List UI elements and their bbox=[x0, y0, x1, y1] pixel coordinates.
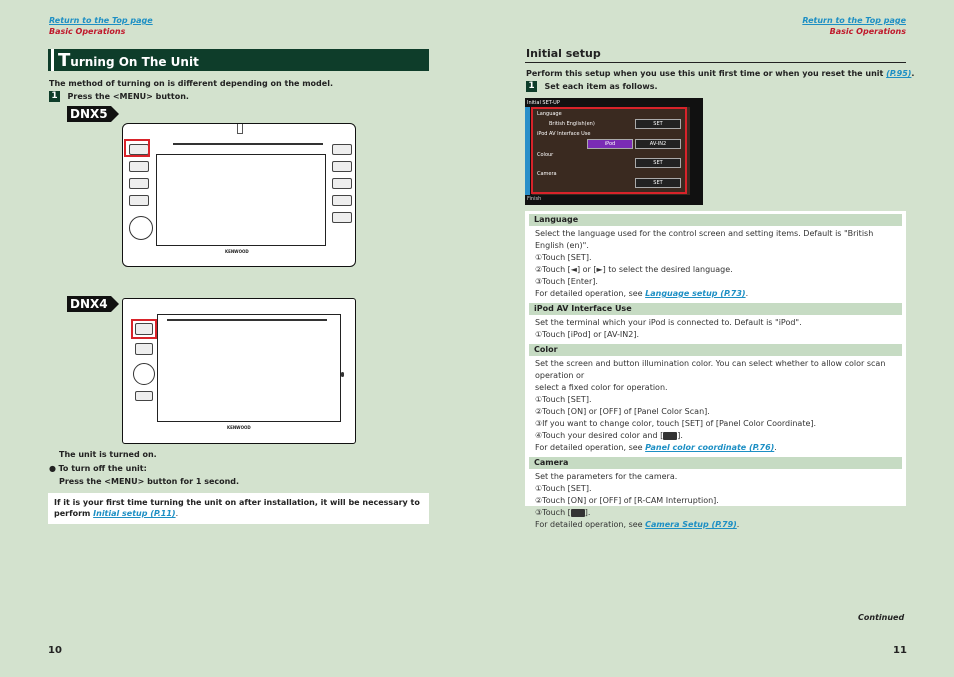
side-button[interactable] bbox=[135, 343, 153, 355]
section-body-color: Set the screen and button illumination color. You can select whether to allow color scan operation or select a fixed color for operation. ①Touch [SET]. ②Touch [ON] or [OFF] of [Panel Color Scan]. ③If you want to change color, touch [SET] of [Panel Color Coordinate]. ④Touch your desired color and [ ]. For detailed operation, see Panel color coordinate (P.76). bbox=[535, 359, 886, 452]
disc-slot bbox=[167, 319, 327, 321]
eject-notch bbox=[237, 124, 243, 134]
side-button[interactable] bbox=[332, 195, 352, 206]
return-icon bbox=[571, 509, 585, 517]
side-button[interactable] bbox=[332, 144, 352, 155]
initial-setup-link[interactable]: Initial setup (P.11) bbox=[93, 509, 176, 518]
volume-knob[interactable] bbox=[129, 216, 153, 240]
heading-rule bbox=[525, 62, 906, 63]
device-screen bbox=[156, 154, 326, 246]
brand-logo-dnx5: KENWOOD bbox=[225, 249, 249, 254]
device-screen bbox=[157, 314, 341, 422]
return-top-link-left[interactable]: Return to the Top page bbox=[49, 16, 153, 25]
section-head-ipod: iPod AV Interface Use bbox=[529, 303, 902, 315]
sensor bbox=[341, 372, 344, 377]
device-dnx5 bbox=[122, 123, 356, 267]
step1-text: Press the <MENU> button. bbox=[67, 92, 189, 101]
return-icon bbox=[663, 432, 677, 440]
right-intro: Perform this setup when you use this unit first time or when you reset the unit (P.95). bbox=[526, 69, 915, 78]
settings-panel bbox=[525, 211, 906, 529]
basic-operations-link-left[interactable]: Basic Operations bbox=[49, 27, 126, 36]
basic-operations-link-right[interactable]: Basic Operations bbox=[829, 27, 906, 36]
section-body-language: Select the language used for the control screen and setting items. Default is "British English (en)". ①Touch [SET]. ②Touch [◄] or [►] to select the desired language. ③Touch [Enter]. For detailed operation, see Language setup (P.73). bbox=[535, 229, 874, 298]
side-button[interactable] bbox=[129, 195, 149, 206]
initial-setup-screenshot: Initial SET-UP Language British English(en) SET iPod AV Interface Use iPod AV-IN2 Colour SET Camera SET Finish bbox=[525, 98, 703, 205]
section-body-camera: Set the parameters for the camera. ①Touch [SET]. ②Touch [ON] or [OFF] of [R-CAM Interruption]. ③Touch [ ]. For detailed operation, see Camera Setup (P.79). bbox=[535, 472, 740, 529]
camera-setup-link[interactable]: Camera Setup (P.79) bbox=[645, 520, 737, 529]
language-set-button[interactable]: SET bbox=[635, 119, 681, 129]
av-in2-button[interactable]: AV-IN2 bbox=[635, 139, 681, 149]
language-setup-link[interactable]: Language setup (P.73) bbox=[645, 289, 746, 298]
ui-left-stripe bbox=[525, 107, 530, 195]
section-body-ipod: Set the terminal which your iPod is connected to. Default is "iPod". ①Touch [iPod] or [AV-IN2]. bbox=[535, 318, 802, 339]
setup-highlight bbox=[531, 107, 687, 194]
section-head-camera: Camera bbox=[529, 457, 902, 469]
bullet-icon: ● bbox=[49, 464, 56, 473]
menu-highlight-dnx5 bbox=[124, 139, 150, 157]
page-number-right: 11 bbox=[893, 645, 907, 656]
continued-label: Continued bbox=[858, 613, 905, 622]
initial-setup-heading: Initial setup bbox=[526, 47, 601, 60]
side-button[interactable] bbox=[332, 161, 352, 172]
step1 bbox=[49, 91, 189, 102]
section-title: Turning On The Unit bbox=[58, 49, 199, 71]
colour-set-button[interactable]: SET bbox=[635, 158, 681, 168]
turned-on-text: The unit is turned on. bbox=[59, 450, 157, 459]
title-marker bbox=[51, 49, 54, 71]
brand-logo-dnx4: KENWOOD bbox=[227, 425, 251, 430]
section-title-bar bbox=[48, 49, 429, 71]
panel-color-link[interactable]: Panel color coordinate (P.76) bbox=[645, 443, 775, 452]
reset-link[interactable]: (P.95) bbox=[886, 69, 912, 78]
section-head-color: Color bbox=[529, 344, 902, 356]
step-number: 1 bbox=[49, 91, 60, 102]
side-button[interactable] bbox=[332, 212, 352, 223]
right-step1 bbox=[526, 81, 658, 92]
section-head-language: Language bbox=[529, 214, 902, 226]
note-box: If it is your first time turning the unit on after installation, it will be necessary to perform Initial setup (P.11). bbox=[48, 493, 429, 524]
finish-button[interactable]: Finish bbox=[527, 196, 542, 202]
intro-text: The method of turning on is different depending on the model. bbox=[49, 79, 333, 88]
side-button[interactable] bbox=[129, 161, 149, 172]
menu-highlight-dnx4 bbox=[131, 319, 157, 339]
device-dnx4 bbox=[122, 298, 356, 444]
page-number-left: 10 bbox=[48, 645, 62, 656]
left-nav bbox=[49, 15, 153, 37]
camera-set-button[interactable]: SET bbox=[635, 178, 681, 188]
model-badge-dnx4: DNX4 bbox=[67, 296, 111, 312]
ipod-button[interactable]: iPod bbox=[587, 139, 633, 149]
right-nav bbox=[802, 15, 906, 37]
side-button[interactable] bbox=[135, 391, 153, 401]
return-top-link-right[interactable]: Return to the Top page bbox=[802, 16, 906, 25]
volume-knob[interactable] bbox=[133, 363, 155, 385]
model-badge-dnx5: DNX5 bbox=[67, 106, 111, 122]
ui-title: Initial SET-UP bbox=[527, 100, 560, 106]
side-button[interactable] bbox=[332, 178, 352, 189]
side-button[interactable] bbox=[129, 178, 149, 189]
turn-off-heading: ● To turn off the unit: bbox=[49, 464, 147, 473]
disc-slot bbox=[173, 143, 323, 145]
step-number: 1 bbox=[526, 81, 537, 92]
turn-off-text: Press the <MENU> button for 1 second. bbox=[59, 477, 240, 486]
step1-text: Set each item as follows. bbox=[544, 82, 658, 91]
